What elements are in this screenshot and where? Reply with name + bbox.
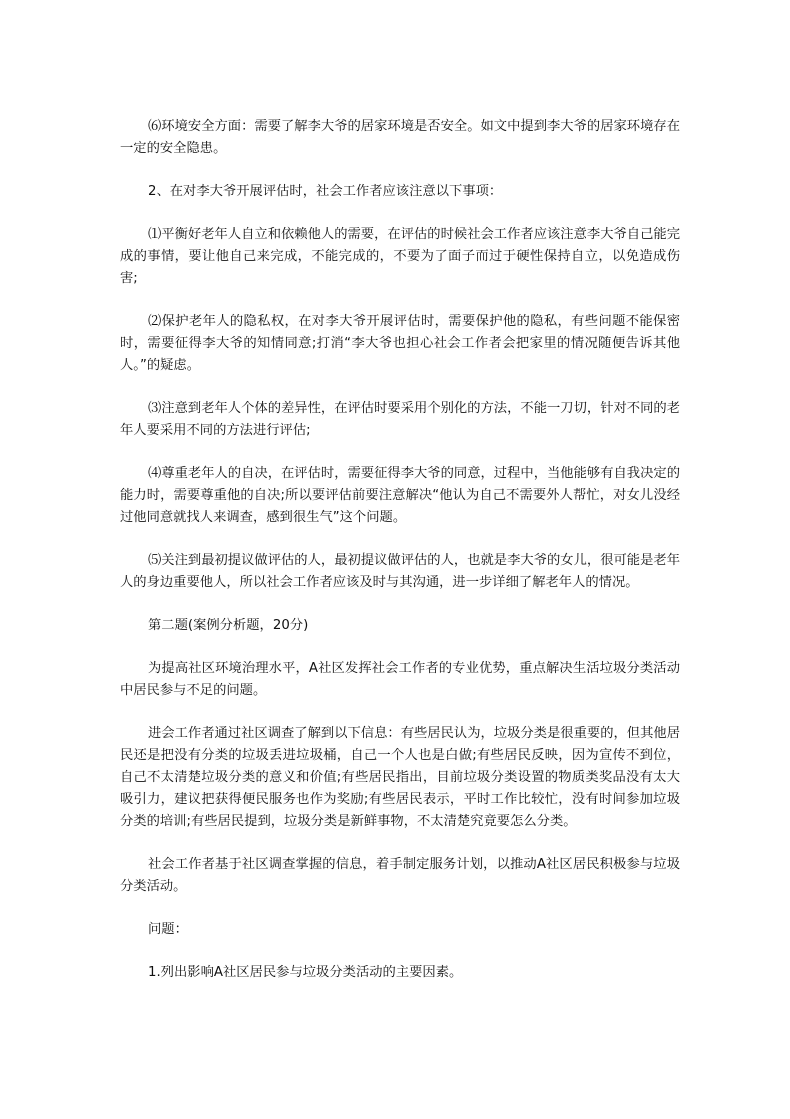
paragraph-balance-independence: ⑴平衡好老年人自立和依赖他人的需要，在评估的时候社会工作者应该注意李大爷自己能完成的事情，要让他自己来完成，不能完成的，不要为了面子而过于硬性保持自立，以免造成伤害;: [120, 227, 680, 286]
section-heading-question-two: 第二题(案例分析题，20分): [148, 618, 309, 633]
document-page: [120, 116, 680, 984]
paragraph-case-intro: 为提高社区环境治理水平，A社区发挥社会工作者的专业优势，重点解决生活垃圾分类活动中居民参与不足的问题。: [120, 661, 680, 698]
paragraph-question-one: 1.列出影响A社区居民参与垃圾分类活动的主要因素。: [148, 965, 463, 980]
paragraph-protect-privacy: ⑵保护老年人的隐私权，在对李大爷开展评估时，需要保护他的隐私，有些问题不能保密时，需要征得李大爷的知情同意;打消“李大爷也担心社会工作者会把家里的情况随便告诉其他人。”的疑虑。: [120, 314, 680, 373]
paragraph-individual-differences: ⑶注意到老年人个体的差异性，在评估时要采用个别化的方法，不能一刀切，针对不同的老年人要采用不同的方法进行评估;: [120, 401, 680, 438]
paragraph-respect-self-determination: ⑷尊重老年人的自决，在评估时，需要征得李大爷的同意，过程中，当他能够有自我决定的能力时，需要尊重他的自决;所以要评估前要注意解决“他认为自己不需要外人帮忙，对女儿没经过他同意就找人来调查，感到很生气”这个问题。: [120, 466, 680, 525]
paragraph-assessment-notes-heading: 2、在对李大爷开展评估时，社会工作者应该注意以下事项：: [148, 184, 503, 199]
paragraph-service-plan: 社会工作者基于社区调查掌握的信息，着手制定服务计划，以推动A社区居民积极参与垃圾分类活动。: [120, 857, 680, 894]
paragraph-survey-findings: 进会工作者通过社区调查了解到以下信息：有些居民认为，垃圾分类是很重要的，但其他居民还是把没有分类的垃圾丢进垃圾桶，自己一个人也是白做;有些居民反映，因为宣传不到位，自己不太清楚垃圾分类的意义和价值;有些居民指出，目前垃圾分类设置的物质类奖品没有太大吸引力，建议把获得便民服务也作为奖励;有些居民表示，平时工作比较忙，没有时间参加垃圾分类的培训;有些居民提到，垃圾分类是新鲜事物，不太清楚究竟要怎么分类。: [120, 726, 680, 829]
paragraph-initial-proposer: ⑸关注到最初提议做评估的人，最初提议做评估的人，也就是李大爷的女儿，很可能是老年人的身边重要他人，所以社会工作者应该及时与其沟通，进一步详细了解老年人的情况。: [120, 553, 680, 590]
paragraph-environment-safety: ⑹环境安全方面：需要了解李大爷的居家环境是否安全。如文中提到李大爷的居家环境存在一定的安全隐患。: [120, 119, 680, 156]
paragraph-questions-label: 问题：: [148, 922, 188, 937]
